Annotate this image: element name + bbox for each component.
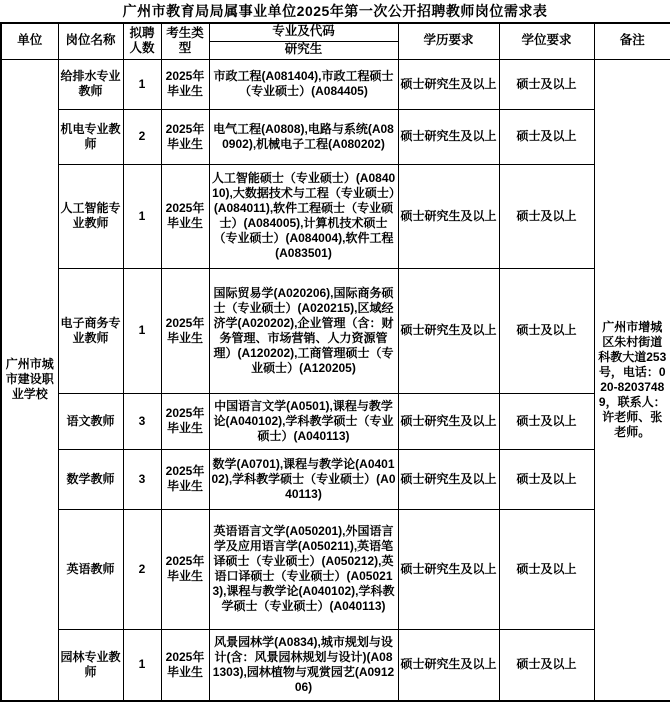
table-row [1, 449, 670, 509]
majors-cell: 市政工程(A081404),市政工程硕士（专业硕士）(A084405) [209, 59, 398, 109]
position-cell: 电子商务专业教师 [58, 268, 123, 393]
type-cell: 2025年毕业生 [161, 164, 209, 268]
table-row [1, 109, 670, 164]
table-row [1, 393, 670, 449]
count-cell: 1 [123, 164, 161, 268]
header-count: 拟聘人数 [123, 23, 161, 59]
header-remark: 备注 [594, 23, 670, 59]
edu-cell: 硕士研究生及以上 [398, 109, 499, 164]
type-cell: 2025年毕业生 [161, 509, 209, 629]
edu-cell: 硕士研究生及以上 [398, 629, 499, 701]
type-cell: 2025年毕业生 [161, 109, 209, 164]
degree-cell: 硕士及以上 [499, 59, 594, 109]
position-cell: 数学教师 [58, 449, 123, 509]
position-cell: 园林专业教师 [58, 629, 123, 701]
count-cell: 2 [123, 509, 161, 629]
type-cell: 2025年毕业生 [161, 59, 209, 109]
header-row-top [1, 23, 670, 41]
degree-cell: 硕士及以上 [499, 629, 594, 701]
job-requirements-table [0, 22, 670, 702]
header-unit: 单位 [1, 23, 58, 59]
count-cell: 1 [123, 59, 161, 109]
majors-cell: 国际贸易学(A020206),国际商务硕士（专业硕士）(A020215),区域经济学(A020202),企业管理（含：财务管理、市场营销、人力资源管理）(A120202),工商管理硕士（专业硕士）(A120205) [209, 268, 398, 393]
position-cell: 英语教师 [58, 509, 123, 629]
position-cell: 语文教师 [58, 393, 123, 449]
majors-cell: 中国语言文学(A0501),课程与教学论(A040102),学科教学硕士（专业硕士）(A040113) [209, 393, 398, 449]
degree-cell: 硕士及以上 [499, 393, 594, 449]
majors-cell: 数学(A0701),课程与教学论(A040102),学科教学硕士（专业硕士）(A040113) [209, 449, 398, 509]
header-degree: 学位要求 [499, 23, 594, 59]
header-type: 考生类型 [161, 23, 209, 59]
edu-cell: 硕士研究生及以上 [398, 59, 499, 109]
majors-cell: 人工智能硕士（专业硕士）(A084010),大数据技术与工程（专业硕士）(A084011),软件工程硕士（专业硕士）(A084005),计算机技术硕士（专业硕士）(A084004),软件工程(A083501) [209, 164, 398, 268]
edu-cell: 硕士研究生及以上 [398, 393, 499, 449]
degree-cell: 硕士及以上 [499, 449, 594, 509]
table-row [1, 268, 670, 393]
majors-cell: 电气工程(A0808),电路与系统(A080902),机械电子工程(A080202) [209, 109, 398, 164]
table-row [1, 509, 670, 629]
degree-cell: 硕士及以上 [499, 509, 594, 629]
edu-cell: 硕士研究生及以上 [398, 268, 499, 393]
header-majors-group: 专业及代码 [209, 23, 398, 41]
edu-cell: 硕士研究生及以上 [398, 449, 499, 509]
degree-cell: 硕士及以上 [499, 164, 594, 268]
count-cell: 1 [123, 629, 161, 701]
type-cell: 2025年毕业生 [161, 629, 209, 701]
page-title: 广州市教育局局属事业单位2025年第一次公开招聘教师岗位需求表 [122, 3, 548, 19]
table-row [1, 629, 670, 701]
count-cell: 1 [123, 268, 161, 393]
count-cell: 3 [123, 393, 161, 449]
type-cell: 2025年毕业生 [161, 449, 209, 509]
position-cell: 给排水专业教师 [58, 59, 123, 109]
table-row [1, 59, 670, 109]
majors-cell: 英语语言文学(A050201),外国语言学及应用语言学(A050211),英语笔译硕士（专业硕士）(A050212),英语口译硕士（专业硕士）(A050213),课程与教学论(A040102),学科教学硕士（专业硕士）(A040113) [209, 509, 398, 629]
edu-cell: 硕士研究生及以上 [398, 164, 499, 268]
count-cell: 2 [123, 109, 161, 164]
type-cell: 2025年毕业生 [161, 268, 209, 393]
header-majors-sub: 研究生 [209, 41, 398, 59]
degree-cell: 硕士及以上 [499, 268, 594, 393]
position-cell: 机电专业教师 [58, 109, 123, 164]
majors-cell: 风景园林学(A0834),城市规划与设计(含：风景园林规划与设计)(A081303),园林植物与观赏园艺(A091206) [209, 629, 398, 701]
degree-cell: 硕士及以上 [499, 109, 594, 164]
edu-cell: 硕士研究生及以上 [398, 509, 499, 629]
position-cell: 人工智能专业教师 [58, 164, 123, 268]
remark-cell: 广州市增城区朱村街道科教大道253号，电话：020-82037489，联系人：许老师、张老师。 [594, 59, 670, 701]
header-edu: 学历要求 [398, 23, 499, 59]
table-row [1, 164, 670, 268]
header-position: 岗位名称 [58, 23, 123, 59]
type-cell: 2025年毕业生 [161, 393, 209, 449]
count-cell: 3 [123, 449, 161, 509]
unit-cell: 广州市城市建设职业学校 [1, 59, 58, 701]
